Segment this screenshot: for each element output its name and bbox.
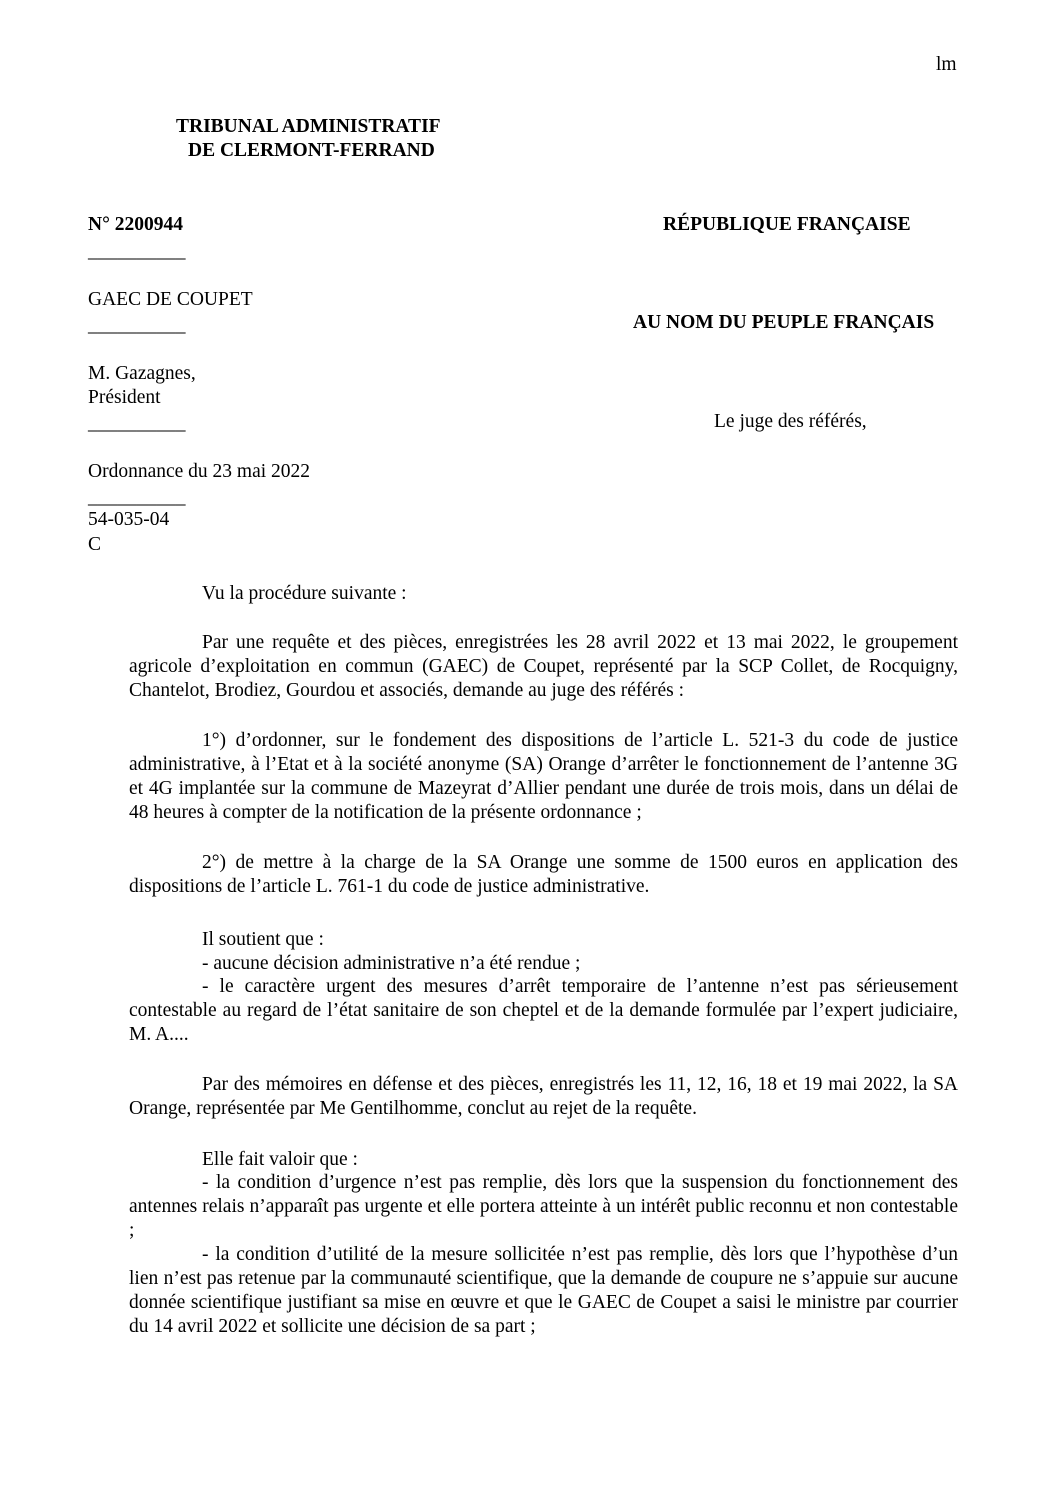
- classification-letter: C: [88, 534, 102, 555]
- court-name-line1: TRIBUNAL ADMINISTRATIF: [176, 116, 441, 137]
- defense-2-block: [129, 1243, 958, 1339]
- separator: __________: [88, 413, 186, 434]
- separator: __________: [88, 241, 186, 262]
- claim-1: - aucune décision administrative n’a été rendue ;: [202, 953, 581, 974]
- demand-2-block: [129, 851, 958, 899]
- defense-intro: Elle fait valoir que :: [202, 1149, 358, 1170]
- request-paragraph-block: [129, 631, 958, 703]
- claim-2: - le caractère urgent des mesures d’arrêt temporaire de l’antenne n’est pas sérieusement contestable au regard de l’état sanitaire de son cheptel et de la demande formulée par l’expert judiciaire, M. A....: [129, 976, 958, 1045]
- defense-paragraph: Par des mémoires en défense et des pièces, enregistrés les 11, 12, 16, 18 et 19 mai 2022, la SA Orange, représentée par Me Gentilhomme, conclut au rejet de la requête.: [129, 1074, 958, 1119]
- demand-1-block: [129, 729, 958, 825]
- initials: lm: [936, 54, 957, 75]
- defense-paragraph-block: [129, 1073, 958, 1121]
- order-date: Ordonnance du 23 mai 2022: [88, 461, 311, 482]
- claims-intro: Il soutient que :: [202, 929, 324, 950]
- defense-1-block: [129, 1171, 958, 1243]
- classification-code: 54-035-04: [88, 509, 170, 530]
- republic-heading: RÉPUBLIQUE FRANÇAISE: [663, 214, 911, 235]
- case-number: N° 2200944: [88, 214, 184, 235]
- defense-1: - la condition d’urgence n’est pas remplie, dès lors que la suspension du fonctionnement des antennes relais n’apparaît pas urgente et elle portera atteinte à un intérêt public reconnu et non contestable ;: [129, 1172, 958, 1241]
- demand-2: 2°) de mettre à la charge de la SA Orange une somme de 1500 euros en application des dispositions de l’article L. 761-1 du code de justice administrative.: [129, 852, 958, 897]
- procedure-intro: Vu la procédure suivante :: [202, 583, 407, 604]
- defense-2: - la condition d’utilité de la mesure sollicitée n’est pas remplie, dès lors que l’hypothèse d’un lien n’est pas retenue par la communauté scientifique, que la demande de coupure ne s’appuie sur aucune donnée scientifique justifiant sa mise en œuvre et que le GAEC de Coupet a saisi le ministre par courrier du 14 avril 2022 et sollicite une décision de sa part ;: [129, 1244, 958, 1337]
- court-name-line2: DE CLERMONT-FERRAND: [188, 140, 435, 161]
- request-paragraph: Par une requête et des pièces, enregistrées les 28 avril 2022 et 13 mai 2022, le groupement agricole d’exploitation en commun (GAEC) de Coupet, représenté par la SCP Collet, de Rocquigny, Chantelot, Brodiez, Gourdou et associés, demande au juge des référés :: [129, 632, 958, 701]
- separator: __________: [88, 487, 186, 508]
- judge-heading: Le juge des référés,: [714, 411, 867, 432]
- party-name: GAEC DE COUPET: [88, 289, 253, 310]
- separator: __________: [88, 315, 186, 336]
- magistrate-name: M. Gazagnes,: [88, 363, 196, 384]
- demand-1: 1°) d’ordonner, sur le fondement des dispositions de l’article L. 521-3 du code de justice administrative, à l’Etat et à la société anonyme (SA) Orange d’arrêter le fonctionnement de l’antenne 3G et 4G implantée sur la commune de Mazeyrat d’Allier pendant une durée de trois mois, dans un délai de 48 heures à compter de la notification de la présente ordonnance ;: [129, 730, 958, 823]
- claim-2-block: [129, 975, 958, 1047]
- magistrate-title: Président: [88, 387, 161, 408]
- people-heading: AU NOM DU PEUPLE FRANÇAIS: [633, 312, 935, 333]
